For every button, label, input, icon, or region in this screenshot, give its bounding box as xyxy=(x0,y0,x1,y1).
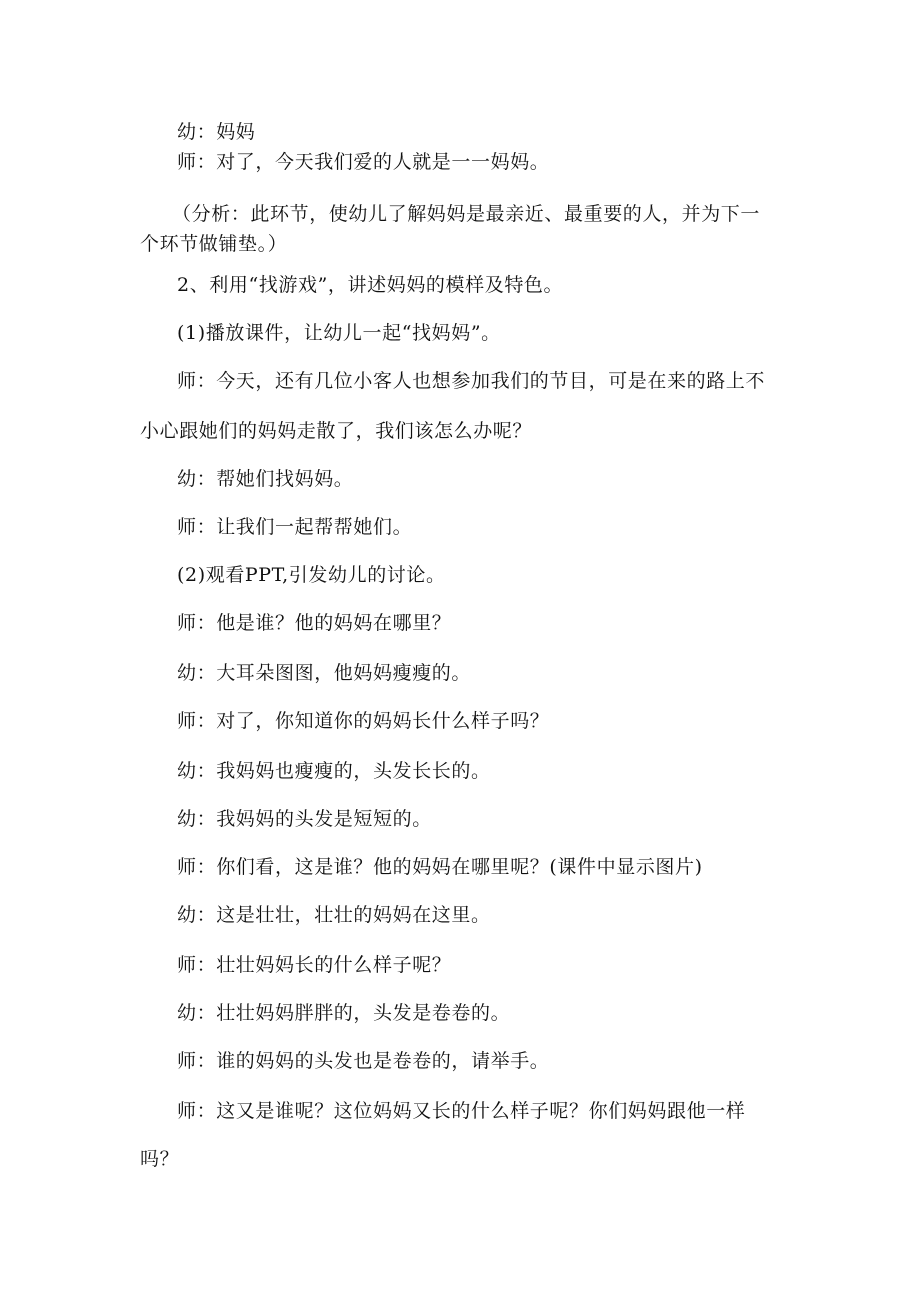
text-line: 个环节做铺垫。） xyxy=(140,233,288,255)
text-line: 幼：大耳朵图图，他妈妈瘦瘦的。 xyxy=(177,662,472,684)
text-line: 师：谁的妈妈的头发也是卷卷的，请举手。 xyxy=(177,1050,550,1072)
text-line: (1)播放课件，让幼儿一起“找妈妈”。 xyxy=(177,322,501,344)
text-line: 师：对了，你知道你的妈妈长什么样子吗？ xyxy=(177,710,550,732)
text-line: 师：你们看，这是谁？他的妈妈在哪里呢？(课件中显示图片) xyxy=(177,856,703,878)
text-line: 幼：我妈妈的头发是短短的。 xyxy=(177,808,432,830)
text-line: 幼：壮壮妈妈胖胖的，头发是卷卷的。 xyxy=(177,1002,511,1024)
text-line: 吗？ xyxy=(140,1148,180,1170)
text-line: 师：这又是谁呢？这位妈妈又长的什么样子呢？你们妈妈跟他一样 xyxy=(177,1100,746,1122)
text-line: 2、利用“找游戏”，讲述妈妈的模样及特色。 xyxy=(177,274,564,296)
text-line: 师：对了，今天我们爱的人就是一一妈妈。 xyxy=(177,151,550,173)
text-line: 师：今天，还有几位小客人也想参加我们的节目，可是在来的路上不 xyxy=(177,370,766,392)
text-line: （分析：此环节，使幼儿了解妈妈是最亲近、最重要的人，并为下一 xyxy=(172,203,761,225)
text-line: 幼：妈妈 xyxy=(177,121,256,143)
text-line: 师：他是谁？他的妈妈在哪里？ xyxy=(177,612,452,634)
text-line: (2)观看PPT,引发幼儿的讨论。 xyxy=(177,564,446,586)
text-line: 幼：我妈妈也瘦瘦的，头发长长的。 xyxy=(177,760,491,782)
text-line: 幼：帮她们找妈妈。 xyxy=(177,468,354,490)
text-line: 小心跟她们的妈妈走散了，我们该怎么办呢？ xyxy=(140,420,533,442)
text-line: 师：让我们一起帮帮她们。 xyxy=(177,516,413,538)
text-line: 师：壮壮妈妈长的什么样子呢？ xyxy=(177,954,452,976)
text-line: 幼：这是壮壮，壮壮的妈妈在这里。 xyxy=(177,904,491,926)
